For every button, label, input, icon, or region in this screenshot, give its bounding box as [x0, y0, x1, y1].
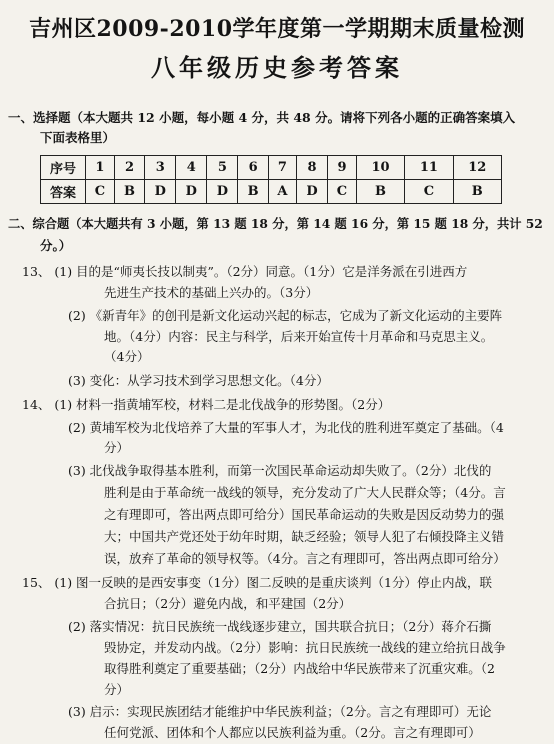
- table-header-number: 序号: [41, 156, 86, 180]
- section2-heading: 二、综合题（本大题共有 3 小题，第 13 题 18 分，第 14 题 16 分，第 15 题 18 分，共计 52: [8, 216, 543, 231]
- table-cell-answer: A: [268, 180, 296, 204]
- table-cell-number: 6: [238, 156, 268, 180]
- table-cell-answer: D: [296, 180, 327, 204]
- q13-line: 13、 (1) 目的是“师夷长技以制夷”。（2分）同意。（1分）它是洋务派在引进西方: [22, 264, 468, 279]
- q13-line: 先进生产技术的基础上兴办的。（3分）: [104, 285, 319, 300]
- exam-subtitle: 八年级历史参考答案: [151, 53, 403, 82]
- table-cell-number: 7: [268, 156, 296, 180]
- table-cell-number: 3: [145, 156, 176, 180]
- q13-line: (3) 变化：从学习技术到学习思想文化。（4分）: [68, 373, 329, 388]
- table-cell-number: 12: [453, 156, 501, 180]
- q15-line: 15、 (1) 图一反映的是西安事变（1分）图二反映的是重庆谈判（1分）停止内战，联: [22, 575, 492, 590]
- section1-heading-cont: 下面表格里）: [40, 130, 116, 145]
- table-cell-answer: B: [356, 180, 404, 204]
- q15-line: 合抗日；（2分）避免内战，和平建国（2分）: [104, 596, 352, 611]
- table-cell-number: 8: [296, 156, 327, 180]
- table-header-answer: 答案: [41, 180, 86, 204]
- table-cell-answer: D: [145, 180, 176, 204]
- q15-line: (3) 启示：实现民族团结才能维护中华民族利益；（2分。言之有理即可）无论: [68, 704, 492, 719]
- table-cell-answer: C: [405, 180, 453, 204]
- section1-heading: 一、选择题（本大题共 12 小题，每小题 4 分，共 48 分。请将下列各小题的正确答案填入: [8, 110, 516, 125]
- table-cell-number: 1: [86, 156, 115, 180]
- table-cell-answer: D: [207, 180, 238, 204]
- q15-line: 取得胜利奠定了重要基础；（2分）内战给中华民族带来了沉重灾难。（2: [104, 661, 495, 676]
- section2-heading-cont: 分。）: [40, 238, 72, 253]
- q14-line: 误，放弃了革命的领导权等。（4分。言之有理即可，答出两点即可给分）: [104, 551, 506, 566]
- table-cell-answer: B: [238, 180, 268, 204]
- q15-line: 任何党派、团体和个人都应以民族利益为重。（2分。言之有理即可）: [104, 725, 481, 740]
- table-cell-number: 5: [207, 156, 238, 180]
- table-cell-number: 2: [114, 156, 144, 180]
- q14-line: 胜利是由于革命统一战线的领导，充分发动了广大人民群众等；（4分。言: [104, 485, 506, 500]
- answer-table: [40, 155, 502, 204]
- q13-line: (2) 《新青年》的创刊是新文化运动兴起的标志，它成为了新文化运动的主要阵: [68, 308, 503, 323]
- q15-line: 毁协定，并发动内战。（2分）影响：抗日民族统一战线的建立给抗日战争: [104, 640, 506, 655]
- q14-line: (2) 黄埔军校为北伐培养了大量的军事人才，为北伐的胜利进军奠定了基础。（4: [68, 420, 504, 435]
- table-cell-answer: D: [176, 180, 207, 204]
- q13-line: （4分）: [104, 349, 150, 364]
- q14-line: 分）: [104, 440, 130, 455]
- q13-line: 地。（4分）内容：民主与科学，后来开始宣传十月革命和马克思主义。: [104, 329, 494, 344]
- q14-line: (3) 北伐战争取得基本胜利，而第一次国民革命运动却失败了。（2分）北伐的: [68, 463, 492, 478]
- table-cell-number: 9: [328, 156, 357, 180]
- table-cell-answer: C: [86, 180, 115, 204]
- table-row-numbers: [41, 156, 502, 180]
- exam-title: 吉州区2009-2010学年度第一学期期末质量检测: [28, 16, 526, 42]
- table-cell-number: 4: [176, 156, 207, 180]
- table-cell-number: 10: [356, 156, 404, 180]
- table-cell-answer: B: [453, 180, 501, 204]
- q14-line: 14、 (1) 材料一指黄埔军校，材料二是北伐战争的形势图。（2分）: [22, 397, 391, 412]
- table-cell-answer: C: [328, 180, 357, 204]
- table-row-answers: [41, 180, 502, 204]
- table-cell-number: 11: [405, 156, 453, 180]
- table-cell-answer: B: [114, 180, 144, 204]
- q14-line: 之有理即可，答出两点即可给分）国民革命运动的失败是因反动势力的强: [104, 507, 505, 522]
- q15-line: 分）: [104, 682, 130, 697]
- q15-line: (2) 落实情况：抗日民族统一战线逐步建立，国共联合抗日；（2分）蒋介石撕: [68, 619, 492, 634]
- q14-line: 大；中国共产党还处于幼年时期，缺乏经验；领导人犯了右倾投降主义错: [104, 529, 505, 544]
